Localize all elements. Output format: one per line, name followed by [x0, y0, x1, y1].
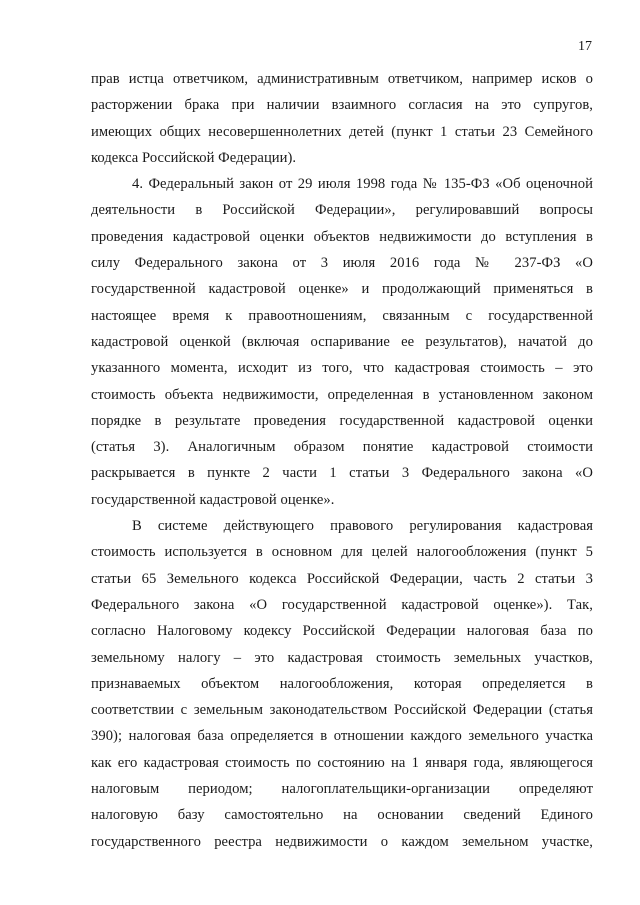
paragraph-2 [91, 171, 593, 513]
text-line: порядке в результате проведения государственной кадастровой оценки [91, 412, 593, 429]
body-text [91, 66, 593, 855]
text-line: налоговую базу самостоятельно на основании сведений Единого [91, 807, 593, 824]
text-line: Федерального закона «О государственной кадастровой оценке»). Так, [91, 596, 593, 613]
text-line: земельному налогу – это кадастровая стоимость земельных участков, [91, 649, 593, 666]
text-line: настоящее время к правоотношениям, связанным с государственной [91, 307, 593, 324]
page-number: 17 [578, 39, 592, 54]
text-line: согласно Налоговому кодексу Российской Федерации налоговая база по [91, 623, 593, 640]
text-line: соответствии с земельным законодательством Российской Федерации (статья [91, 702, 593, 719]
text-line: раскрывается в пункте 2 части 1 статьи 3 Федерального закона «О [91, 465, 593, 482]
text-line: как его кадастровая стоимость по состоянию на 1 января года, являющегося [91, 754, 593, 771]
text-line: государственной кадастровой оценке» и продолжающий применяться в [91, 281, 593, 298]
text-line: стоимость используется в основном для целей налогообложения (пункт 5 [91, 544, 593, 561]
text-line: (статья 3). Аналогичным образом понятие кадастровой стоимости [91, 439, 593, 456]
text-line: указанного момента, исходит из того, что кадастровая стоимость – это [91, 360, 593, 377]
text-line: признаваемых объектом налогообложения, которая определяется в [91, 675, 593, 692]
paragraph-3 [91, 513, 593, 855]
text-line: государственной кадастровой оценке». [91, 491, 335, 508]
text-line: статьи 65 Земельного кодекса Российской Федерации, часть 2 статьи 3 [91, 570, 593, 587]
text-line: силу Федерального закона от 3 июля 2016 года № 237-ФЗ «О [91, 255, 593, 272]
text-line: стоимость объекта недвижимости, определенная в установленном законом [91, 386, 593, 403]
text-line: В системе действующего правового регулирования кадастровая [132, 518, 593, 535]
text-line: кодекса Российской Федерации). [91, 149, 297, 166]
text-line: кадастровой оценкой (включая оспаривание ее результатов), начатой до [91, 333, 593, 350]
text-line: деятельности в Российской Федерации», регулировавший вопросы [91, 202, 593, 219]
text-line: 390); налоговая база определяется в отношении каждого земельного участка [91, 728, 593, 745]
text-line: имеющих общих несовершеннолетних детей (пункт 1 статьи 23 Семейного [91, 123, 593, 140]
text-line: 4. Федеральный закон от 29 июля 1998 года № 135-ФЗ «Об оценочной [132, 176, 593, 193]
text-line: государственного реестра недвижимости о каждом земельном участке, [91, 833, 593, 850]
text-line: проведения кадастровой оценки объектов недвижимости до вступления в [91, 228, 593, 245]
paragraph-1 [91, 66, 593, 171]
text-line: прав истца ответчиком, административным ответчиком, например исков о [91, 71, 593, 87]
text-line: расторжении брака при наличии взаимного согласия на это супругов, [91, 97, 593, 114]
text-line: налоговым периодом; налогоплательщики-организации определяют [91, 781, 593, 798]
